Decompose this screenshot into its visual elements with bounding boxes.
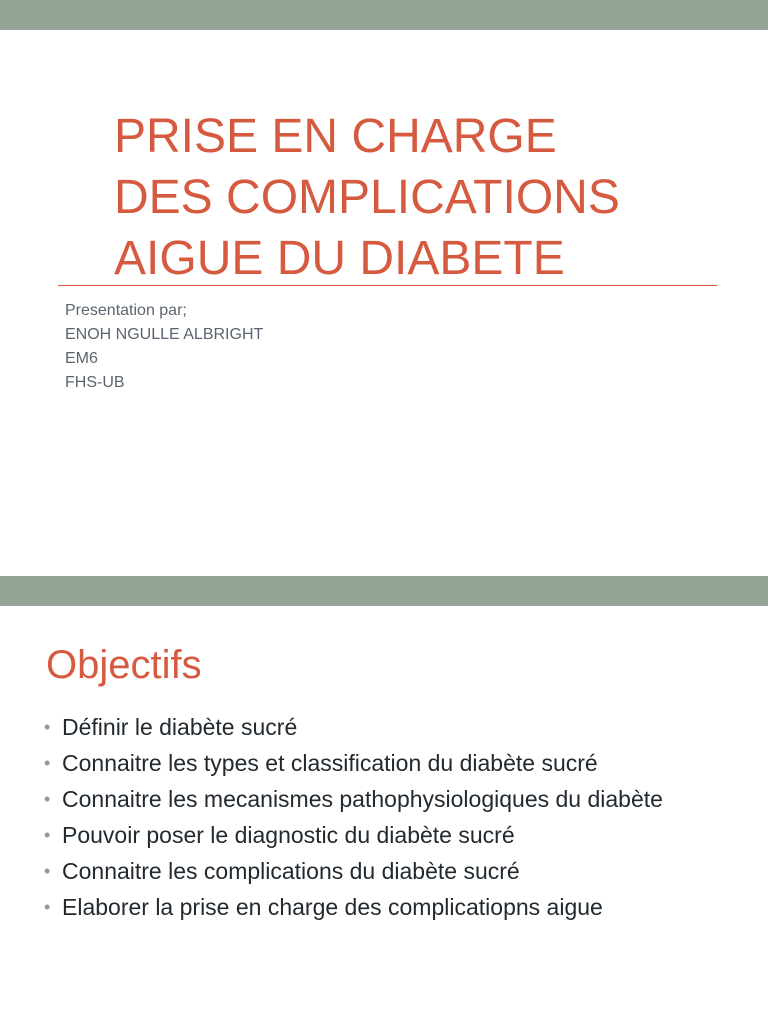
list-item-text: Connaitre les complications du diabète sucré <box>62 858 520 884</box>
list-item <box>44 893 734 922</box>
presenter-name: ENOH NGULLE ALBRIGHT <box>65 326 264 343</box>
bullet-icon: • <box>44 789 51 809</box>
title-line-3: AIGUE DU DIABETE <box>114 232 565 285</box>
presenter-institution: FHS-UB <box>65 374 125 391</box>
list-item <box>44 749 734 778</box>
slide-top-band <box>0 0 768 30</box>
bullet-icon: • <box>44 753 51 773</box>
bullet-icon: • <box>44 897 51 917</box>
list-item <box>44 785 734 814</box>
list-item-text: Pouvoir poser le diagnostic du diabète sucré <box>62 822 515 848</box>
title-divider <box>58 285 717 286</box>
bullet-icon: • <box>44 825 51 845</box>
title-line-2: DES COMPLICATIONS <box>114 171 620 224</box>
list-item-text: Connaitre les types et classification du diabète sucré <box>62 750 598 776</box>
presenter-label: Presentation par; <box>65 302 187 319</box>
list-item-text: Elaborer la prise en charge des complicatiopns aigue <box>62 894 603 920</box>
objectives-heading: Objectifs <box>46 643 202 687</box>
bullet-icon: • <box>44 861 51 881</box>
bullet-icon: • <box>44 717 51 737</box>
list-item <box>44 821 734 850</box>
presenter-class: EM6 <box>65 350 98 367</box>
objectives-list <box>44 713 734 929</box>
slide-top-band <box>0 576 768 606</box>
presenter-info <box>65 299 263 395</box>
list-item-text: Connaitre les mecanismes pathophysiologiques du diabète <box>62 786 663 812</box>
slide-title <box>114 106 714 289</box>
list-item <box>44 857 734 886</box>
title-line-1: PRISE EN CHARGE <box>114 110 557 163</box>
list-item <box>44 713 734 742</box>
list-item-text: Définir le diabète sucré <box>62 714 298 740</box>
